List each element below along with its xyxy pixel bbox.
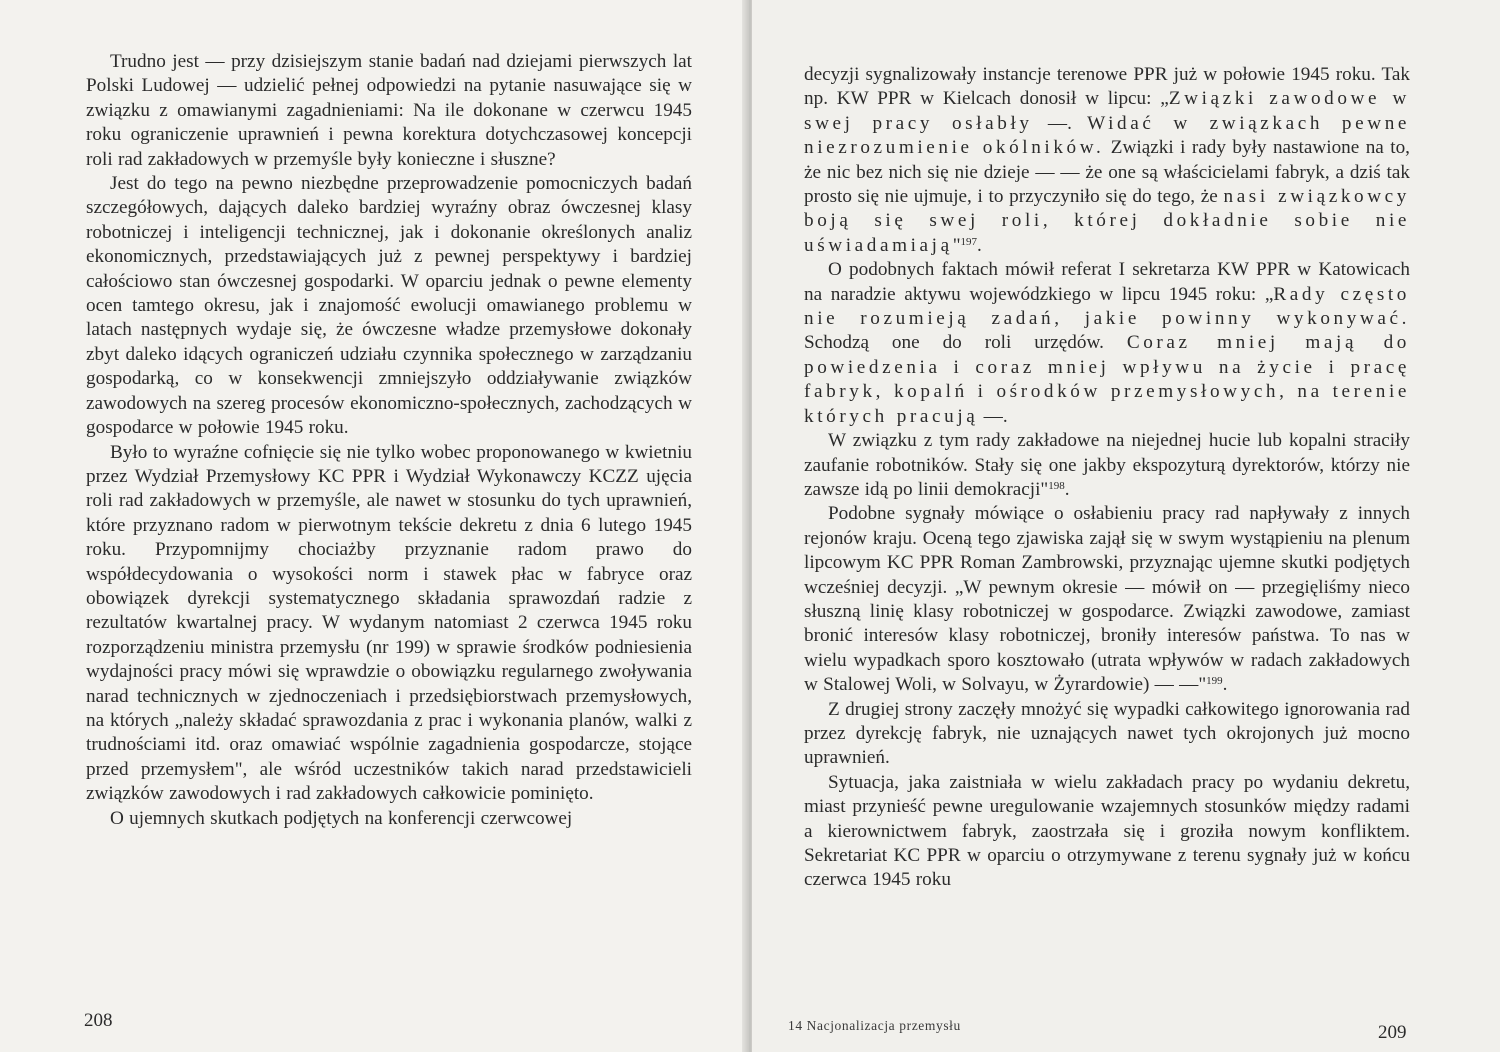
paragraph [804,502,1410,697]
paragraph: Jest do tego na pewno niezbędne przeprowadzenie pomocniczych badań szczegółowych, dających daleko bardziej wyraźny obraz ówczesnej klasy robotniczej i inteligencji technicznej, jak i dokonanie określonych analiz ekonomicznych, przedstawiających już z pewnej perspektywy i bardziej całościowo stan ówczesnej gospodarki. W oparciu jednak o pewne elementy ocen tamtego okresu, jak i znajomość ewolucji omawianego problemu w latach następnych wydaje się, że ówczesne władze przemysłowe dokonały zbyt daleko idących ograniczeń udziału czynnika społecznego w zarządzaniu gospodarką, co w konsekwencji zmniejszyło oddziaływanie związków zawodowych na szereg procesów ekonomiczno-społecznych, zachodzących w gospodarce w połowie 1945 roku. [86,173,692,439]
paragraph [804,429,1410,502]
text-run: Schodzą one do roli urzędów. [804,332,1127,354]
text-run: " [952,234,961,256]
spaced-quote: Coraz mniej mają do powiedzenia i coraz mniej wpływu na życie i pracę fabryk, kopalń i ośrodków przemysłowych, na terenie których pracują [804,332,1410,427]
text-run: . [1222,674,1228,696]
spaced-quote: Związki zawodowe w swej pracy osłabły [804,88,1410,134]
left-page [0,0,748,1052]
text-run: —. [1032,112,1088,134]
page-number-right: 209 [1378,1022,1407,1043]
text-run: Podobne sygnały mówiące o osłabieniu pracy rad napływały z innych rejonów kraju. Oceną tego zjawiska zajął się w swym wystąpieniu na plenum lipcowym KC PPR Roman Zambrowski, przyznając ujemne skutki podjętych wcześniej decyzji. „W pewnym okresie — mówił on — przegięliśmy nieco słuszną linię klasy robotniczej w gospodarce. Związki zawodowe, zamiast bronić interesów klasy robotniczej, broniły interesów państwa. To nas w wielu wypadkach sporo kosztowało (utrata wpływów w radach zakładowych w Stalowej Woli, w Solvayu, w Żyrardowie) — —" [804,503,1410,696]
right-page-text [804,63,1410,893]
text-run: W związku z tym rady zakładowe na niejednej hucie lub kopalni straciły zaufanie robotników. Stały się one jakby ekspozyturą dyrektorów, którzy nie zawsze idą po linii demokracji" [804,430,1410,500]
paragraph: Trudno jest — przy dzisiejszym stanie badań nad dziejami pierwszych lat Polski Ludowej — udzielić pełnej odpowiedzi na pytanie nasuwające się w związku z omawianymi zagadnieniami: Na ile dokonane w czerwcu 1945 roku ograniczenie uprawnień i pewna korektura dotychczasowej koncepcji roli rad zakładowych w przemyśle były konieczne i słuszne? [86,51,692,170]
spaced-quote: Rady często nie rozumieją zadań, jakie powinny wykonywać. [804,283,1411,330]
paragraph [804,63,1410,258]
footnote-ref: 199 [1206,675,1223,688]
text-run: Związki i rady były nastawione na to, że nic bez nich się nie dzieje — — że one są właścicielami fabryk, a dziś tak prosto się nie ujmuje, i to przyczyniło się do tego, że [804,137,1410,208]
text-run: —. [978,405,1008,427]
text-run: O podobnych faktach mówił referat I sekretarza KW PPR w Katowicach na naradzie aktywu wojewódzkiego w lipcu 1945 roku: „ [804,259,1410,305]
footnote-ref: 198 [1048,479,1065,492]
paragraph: O ujemnych skutkach podjętych na konferencji czerwcowej [110,807,573,829]
page-number-left: 208 [84,1010,113,1031]
signature-mark: 14 Nacjonalizacja przemysłu [788,1018,961,1033]
paragraph: Było to wyraźne cofnięcie się nie tylko wobec proponowanego w kwietniu przez Wydział Przemysłowy KC PPR i Wydział Wykonawczy KCZZ ujęcia roli rad zakładowych w przemyśle, ale nawet w stosunku do tych uprawnień, które przyznano radom w pierwotnym tekście dekretu z dnia 6 lutego 1945 roku. Przypomnijmy chociażby przyznanie radom prawo do współdecydowania o wysokości norm i stawek płac w fabryce oraz obowiązek dyrekcji systematycznego składania sprawozdań radzie z rezultatów kwartalnej pracy. W wydanym natomiast 2 czerwca 1945 roku rozporządzeniu ministra przemysłu (nr 199) w sprawie środków podniesienia wydajności pracy mówi się wprawdzie o obowiązku regularnego zwoływania narad technicznych w zjednoczeniach i przedsiębiorstwach przemysłowych, na których „należy składać sprawozdania z prac i wykonania planów, walki z trudnościami itd. oraz omawiać wspólnie zagadnienia gospodarcze, stojące przed przemysłem", ale wśród uczestników takich narad przedstawicieli związków zawodowych i rad zakładowych całkowicie pominięto. [86,441,692,805]
text-run: . [1064,478,1070,500]
paragraph [804,258,1410,429]
left-page-text [86,50,692,831]
spaced-quote: Widać w związkach pewne niezrozumienie okólników. [804,112,1411,159]
text-run: . [977,234,982,256]
text-run: decyzji sygnalizowały instancje terenowe PPR już w połowie 1945 roku. Tak np. KW PPR w Kielcach donosił w lipcu: „ [804,64,1410,110]
right-page [752,0,1500,1052]
spaced-quote: nasi związkowcy boją się swej roli, której dokładnie sobie nie uświadamiają [804,186,1410,256]
paragraph: Sytuacja, jaka zaistniała w wielu zakładach pracy po wydaniu dekretu, miast przynieść pewne uregulowanie wzajemnych stosunków między radami a kierownictwem fabryk, zaostrzała się i groziła nowym konfliktem. Sekretariat KC PPR w oparciu o otrzymywane z terenu sygnały już w końcu czerwca 1945 roku [804,771,1410,891]
footnote-ref: 197 [960,235,978,248]
paragraph: Z drugiej strony zaczęły mnożyć się wypadki całkowitego ignorowania rad przez dyrekcję fabryk, nie uznających nawet tych okrojonych już mocno uprawnień. [804,698,1410,769]
